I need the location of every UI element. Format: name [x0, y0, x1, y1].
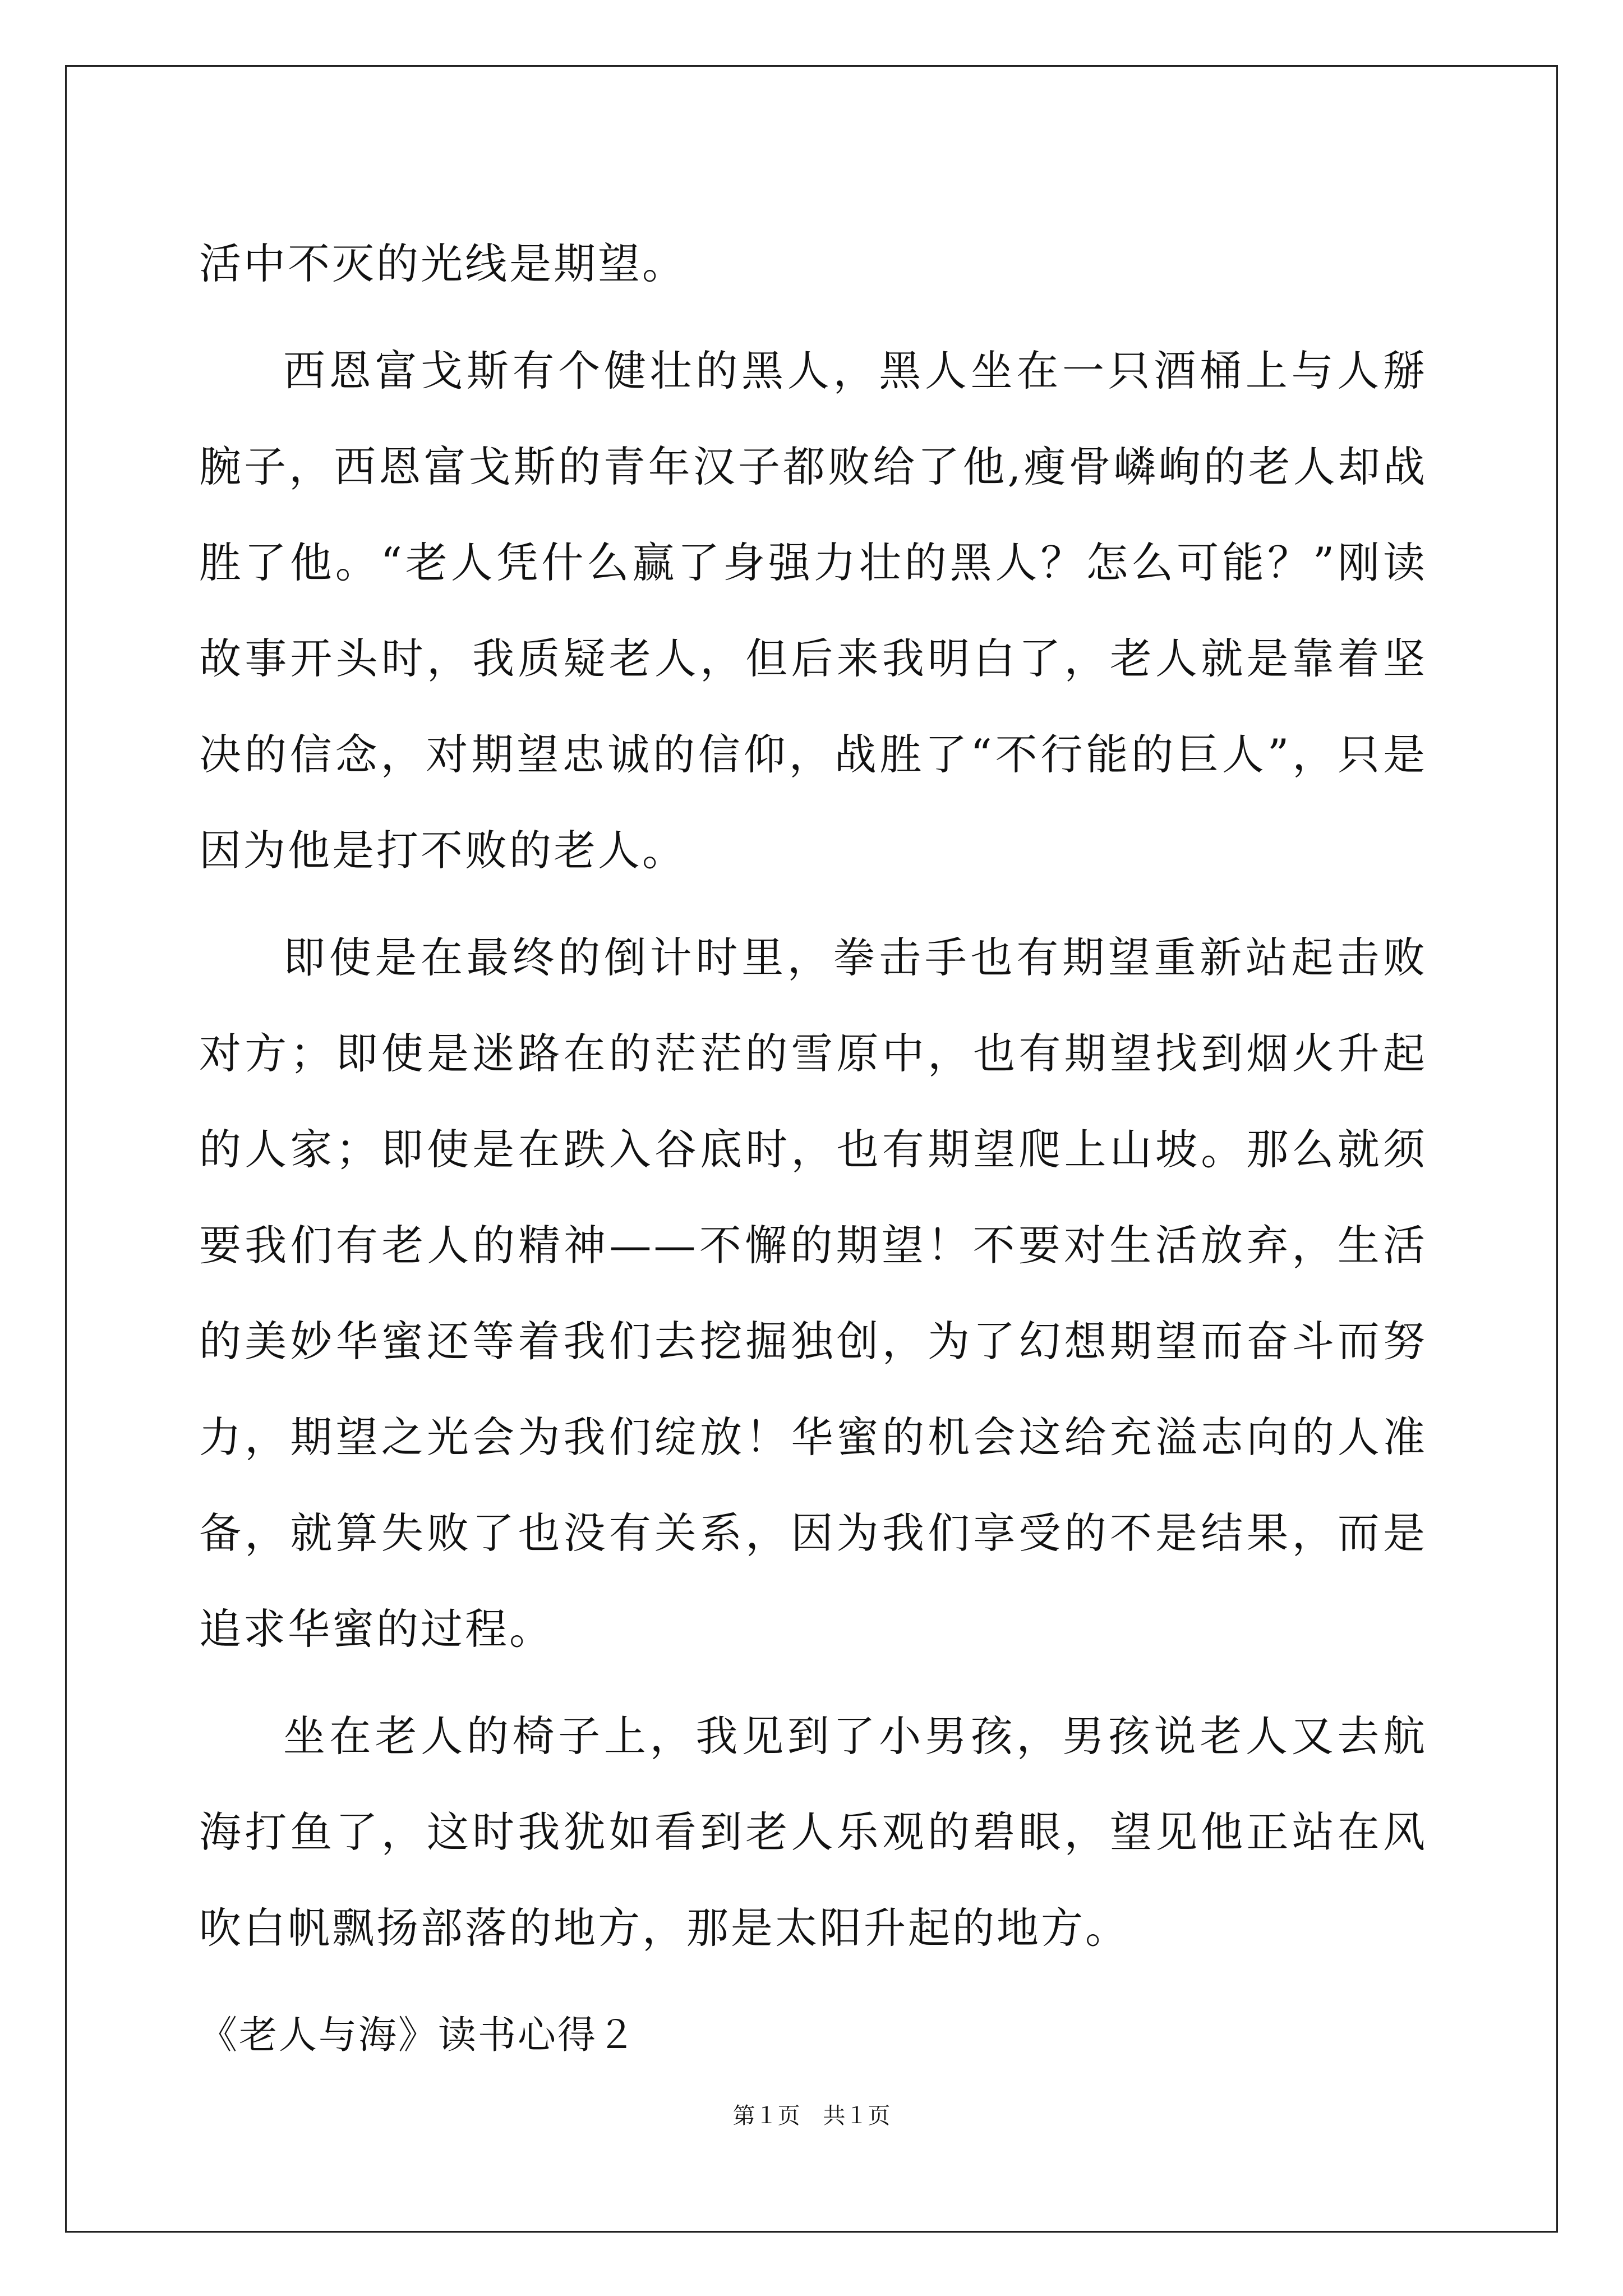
section-heading: 《老人与海》读书心得２: [199, 2013, 638, 2058]
paragraph-1: 活中不灭的光线是期望。: [199, 239, 687, 288]
page-footer: [0, 2098, 1623, 2130]
page-number: 第１页: [732, 2103, 800, 2129]
document-body: [199, 216, 1427, 2083]
paragraph-2: 西恩富戈斯有个健壮的黑人，黑人坐在一只酒桶上与人掰腕子，西恩富戈斯的青年汉子都败给了他,瘦骨嶙峋的老人却战胜了他。“老人凭什么赢了身强力壮的黑人？怎么可能？”刚读故事开头时，我质疑老人，但后来我明白了，老人就是靠着坚决的信念，对期望忠诚的信仰，战胜了“不行能的巨人”，只是因为他是打不败的老人。: [199, 346, 1427, 875]
paragraph-4: 坐在老人的椅子上，我见到了小男孩，男孩说老人又去航海打鱼了，这时我犹如看到老人乐观的碧眼，望见他正站在风吹白帆飘扬部落的地方，那是太阳升起的地方。: [199, 1711, 1427, 1953]
paragraph-3: 即使是在最终的倒计时里，拳击手也有期望重新站起击败对方；即使是迷路在的茫茫的雪原中，也有期望找到烟火升起的人家；即使是在跌入谷底时，也有期望爬上山坡。那么就须要我们有老人的精神——不懈的期望！不要对生活放弃，生活的美妙华蜜还等着我们去挖掘独创，为了幻想期望而奋斗而努力，期望之光会为我们绽放！华蜜的机会这给充溢志向的人准备，就算失败了也没有关系，因为我们享受的不是结果，而是追求华蜜的过程。: [199, 933, 1427, 1654]
page-total: 共１页: [823, 2103, 891, 2129]
